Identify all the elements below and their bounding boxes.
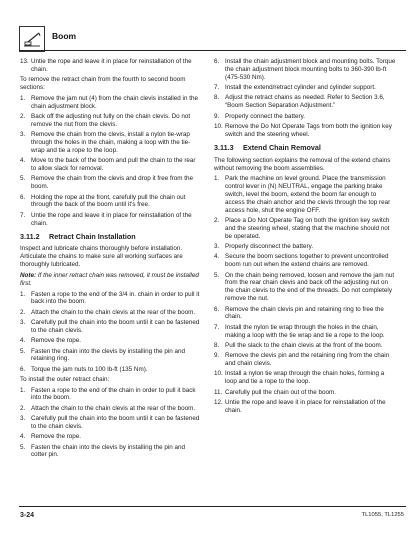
list-item: 2. Attach the chain to the chain clevis at the rear of the boom. (20, 404, 196, 412)
list-item: 1. Fasten a rope to the end of the chain in order to pull it back into the boom. (20, 386, 196, 402)
section-title: Boom (52, 31, 77, 41)
list-item: 5. Remove the chain from the clevis and drop it free from the boom. (20, 175, 194, 191)
list-item: 4. Remove the rope. (20, 433, 82, 441)
list-item: 5. Fasten the chain into the clevis by installing the pin and retaining ring. (20, 347, 186, 363)
left-column (20, 58, 202, 462)
list-item: 7. Install the nylon tie wrap through the holes in the chain, making a loop with the tie wrap and tie a rope to the loop. (214, 323, 385, 339)
list-item: 12. Untie the rope and leave it in place for reinstallation of the chain. (214, 398, 386, 414)
paragraph: The following section explains the removal of the extend chains without removing the boom assemblies. (214, 156, 391, 172)
list-item: 3. Properly disconnect the battery. (214, 243, 314, 251)
paragraph: To remove the retract chain from the fourth to second boom sections: (20, 76, 186, 92)
list-item: 8. Adjust the retract chains as needed. Refer to Section 3.6, “Boom Section Separation Adjustment.” (214, 94, 385, 110)
list-item: 1. Remove the jam nut (4) from the chain clevis installed in the chain adjustment block. (20, 94, 198, 110)
list-item: 9. Properly connect the battery. (214, 112, 306, 120)
list-item: 6. Holding the rope at the front, carefully pull the chain out through the back of the boom until it's free. (20, 193, 186, 209)
page-number: 3-24 (20, 512, 35, 519)
list-item: 3. Carefully pull the chain into the boom until it can be fastened to the chain clevis. (20, 319, 200, 334)
paragraph: Inspect and lubricate chains thoroughly before installation. Articulate the chains to make sure all working surfaces are thoroughly lubricated. (20, 245, 183, 269)
list-item: 6. Remove the chain clevis pin and retaining ring to free the chain. (214, 305, 384, 321)
list-item: 8. Pull the slack to the chain clevis at the front of the boom. (214, 341, 383, 349)
list-item: 6. Torque the jam nuts to 100 lb-ft (135 Nm). (20, 365, 148, 373)
model-numbers: TL1055, TL1255 (361, 512, 404, 518)
list-item: 3. Remove the chain from the clevis, install a nylon tie-wrap through the holes in the chain, making a loop with the tie-wrap and tie a rope to the loop. (20, 131, 191, 154)
paragraph: To install the outer retract chain: (20, 376, 110, 384)
list-item: 10. Remove the Do Not Operate Tags from both the ignition key switch and the steering wheel. (214, 122, 392, 138)
list-item: 7. Install the extend/retract cylinder and cylinder support. (214, 84, 376, 92)
list-item: 6. Install the chain adjustment block and mounting bolts. Torque the chain adjustment block mounting bolts to 360-390 lb-ft (475-530 Nm). (214, 58, 396, 81)
list-item: 5. On the chain being removed, loosen and remove the jam nut from the rear chain clevis and back off the adjusting nut on the chain clevis to the end of the threads. Do not completely remove the nut. (214, 271, 395, 303)
list-item: 10. Install a nylon tie wrap through the chain holes, forming a loop and tie a rope to the loop. (214, 370, 385, 386)
section-heading: 3.11.2 Retract Chain Installation (20, 231, 136, 241)
list-item: 3. Carefully pull the chain into the boom until it can be fastened to the chain clevis. (20, 415, 200, 430)
list-item: 2. Place a Do Not Operate Tag on both the ignition key switch and the steering wheel, stating that the machine should not be operated. (214, 216, 390, 240)
list-item: 2. Attach the chain to the chain clevis at the rear of the boom. (20, 308, 196, 316)
list-item: 9. Remove the clevis pin and the retaining ring from the chain and chain clevis. (214, 352, 390, 368)
list-item: 13. Untie the rope and leave it in place for reinstallation of the chain. (20, 58, 192, 73)
note: Note: If the inner retract chain was removed, it must be installed first. (20, 271, 199, 287)
list-item: 11. Carefully pull the chain out of the boom. (214, 388, 336, 396)
footer-divider (19, 506, 406, 507)
boom-icon (19, 26, 45, 52)
header-divider (19, 50, 406, 51)
list-item: 4. Move to the back of the boom and pull the chain to the rear to allow slack for removal. (20, 157, 196, 173)
list-item: 5. Fasten the chain into the clevis by installing the pin and cotter pin. (20, 443, 186, 459)
right-column (214, 58, 396, 417)
list-item: 1. Park the machine on level ground. Place the transmission control lever in (N) NEUTRAL, engage the parking brake switch, level the boom, extend the boom far enough to access the chain anchor and the clevis through the top rear access hole, shut the engine OFF. (214, 175, 391, 214)
list-item: 4. Secure the boom sections together to prevent uncontrolled boom run out when the extend chains are removed. (214, 253, 389, 269)
list-item: 1. Fasten a rope to the end of the 3/4 in. chain in order to pull it back into the boom. (20, 290, 200, 306)
list-item: 2. Back off the adjusting nut fully on the chain clevis. Do not remove the nut from the clevis. (20, 112, 191, 128)
list-item: 7. Untie the rope and leave it in place for reinstallation of the chain. (20, 211, 192, 227)
list-item: 4. Remove the rope. (20, 337, 82, 345)
section-heading: 3.11.3 Extend Chain Removal (214, 142, 321, 152)
